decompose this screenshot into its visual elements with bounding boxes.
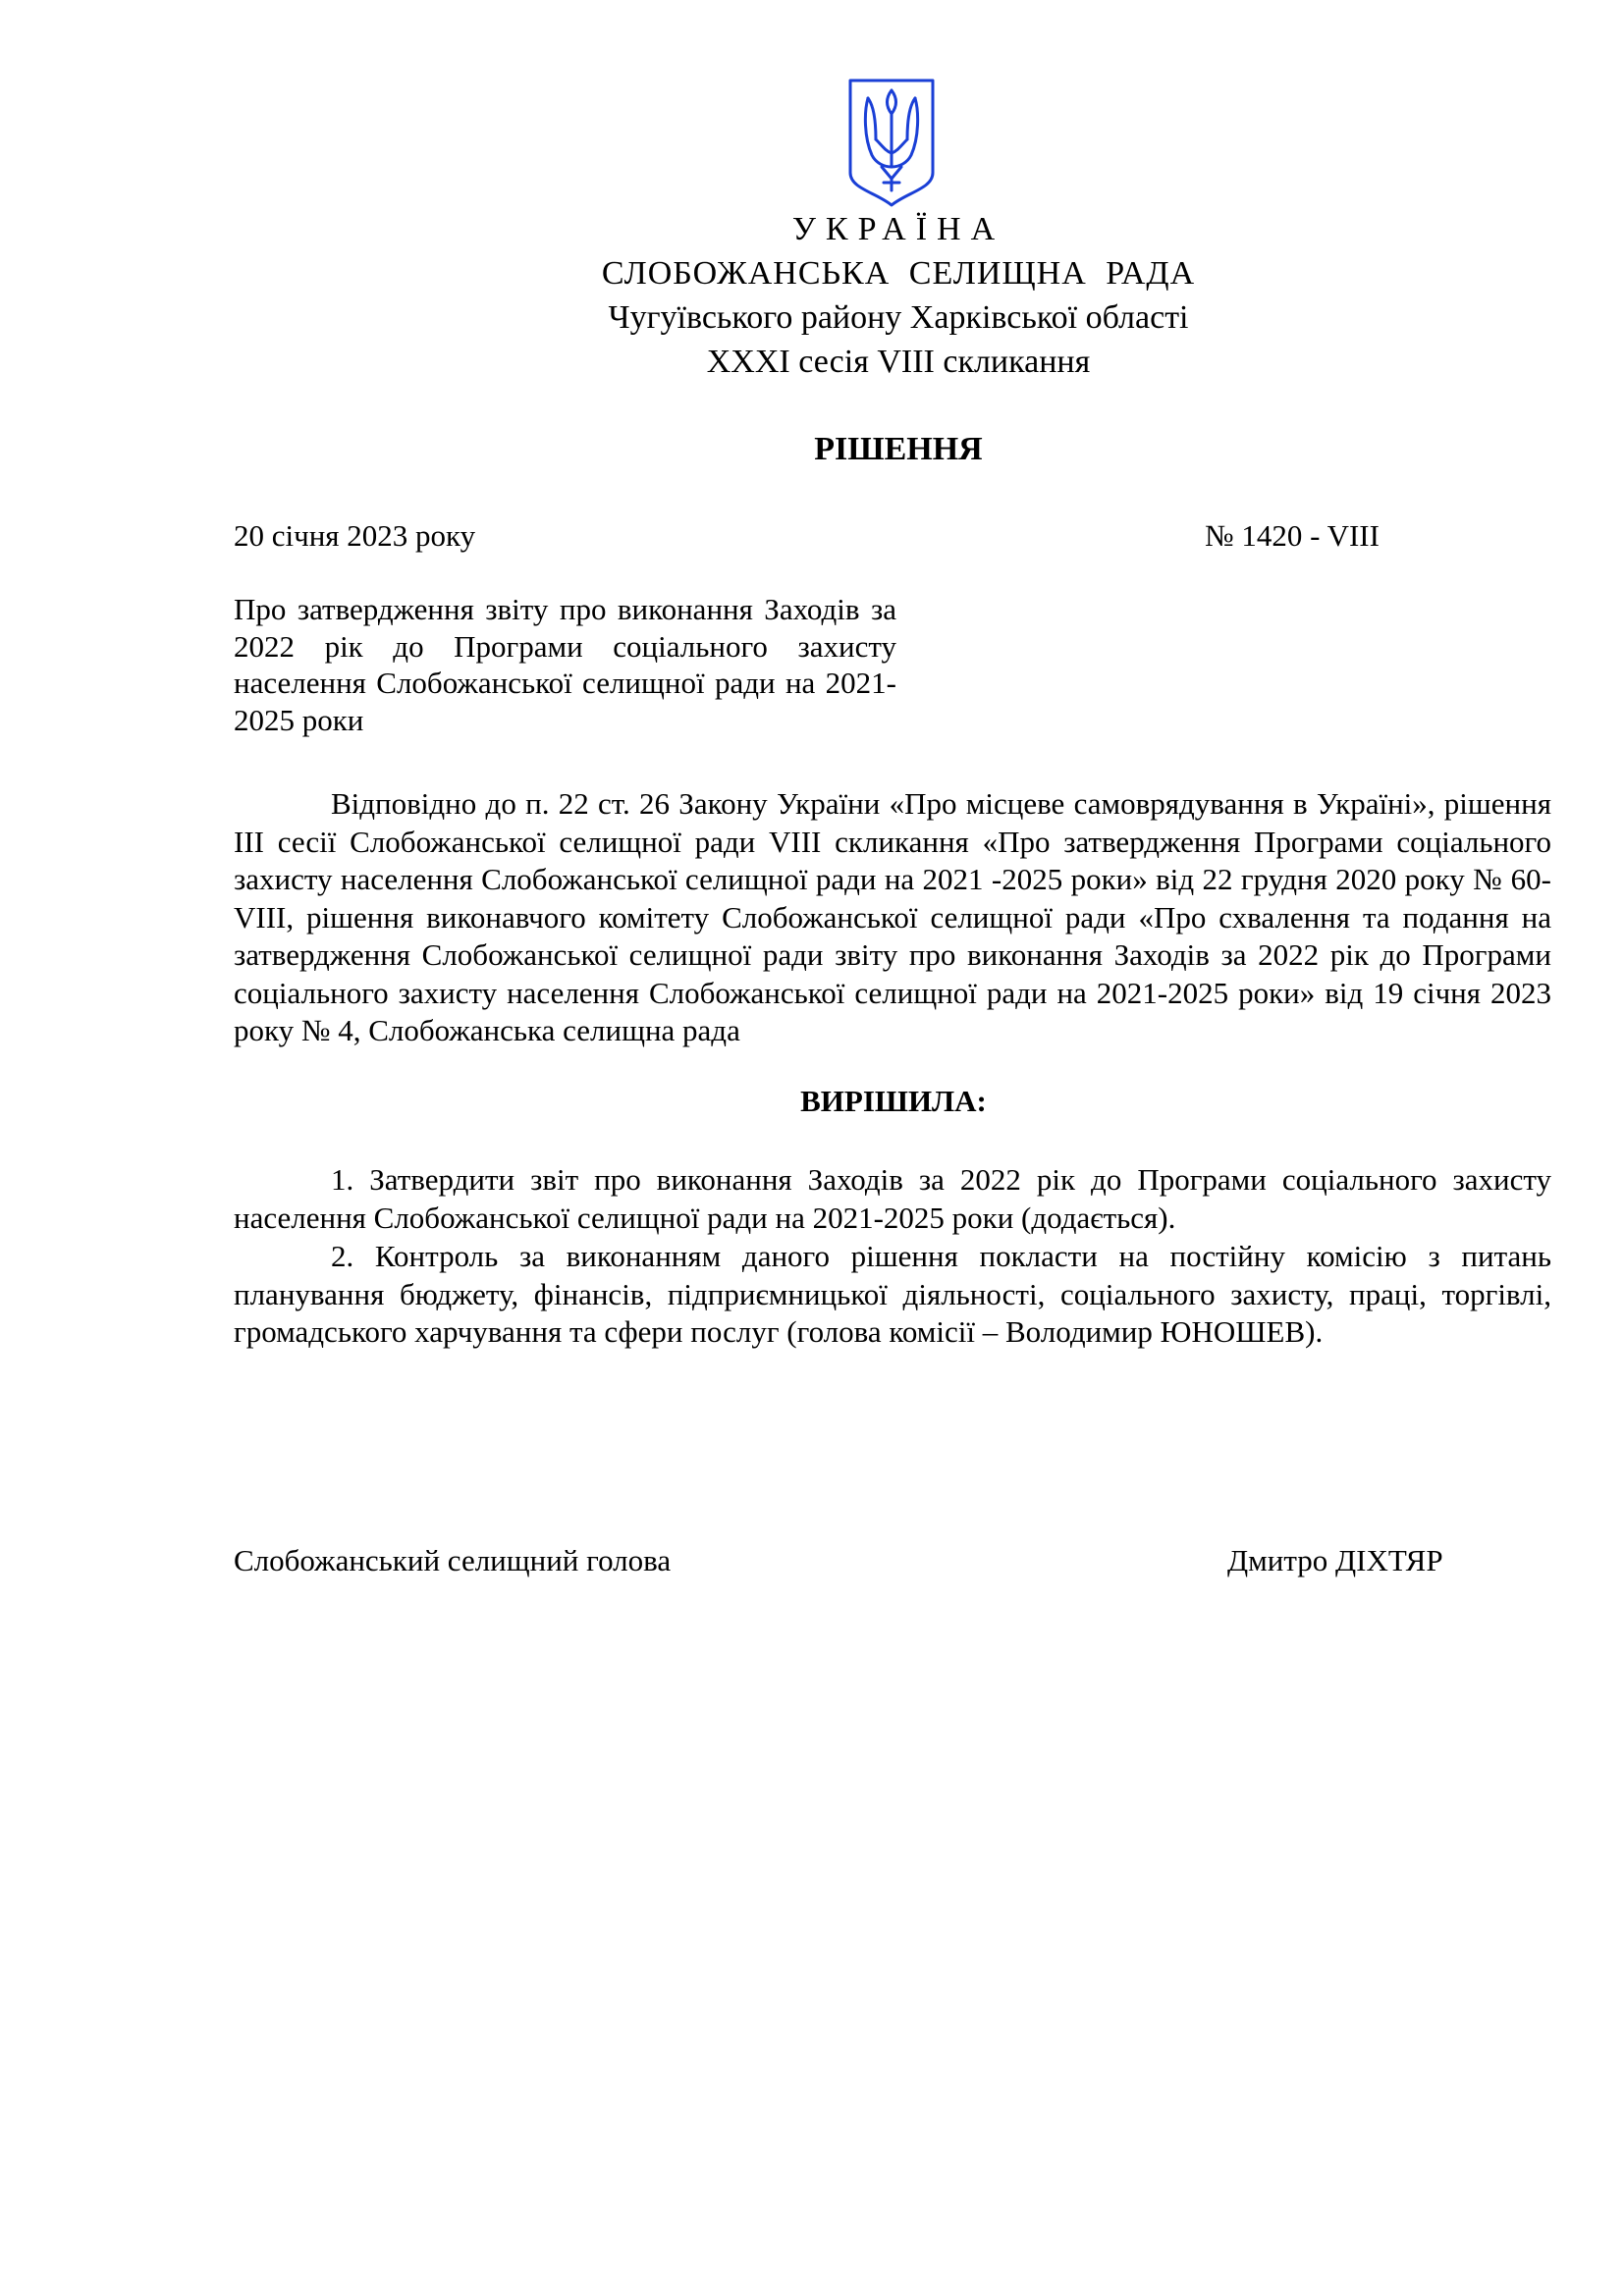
signatory-name: Дмитро ДІХТЯР (1227, 1543, 1443, 1577)
decided-heading: ВИРІШИЛА: (800, 1084, 987, 1118)
session-info: XXXI сесія VIII скликання (706, 344, 1091, 380)
signatory-title: Слобожанський селищний голова (234, 1543, 672, 1577)
decision-item-1: 1. Затвердити звіт про виконання Заходів за 2022 рік до Програми соціального захисту населення Слобожанської селищної ради на 2021-2025 роки (додається). (234, 1162, 1551, 1235)
decision-date: 20 січня 2023 року (234, 518, 476, 553)
decision-number: № 1420 - VIII (1205, 518, 1380, 553)
preamble-paragraph: Відповідно до п. 22 ст. 26 Закону України «Про місцеве самоврядування в Україні», рішення ІІІ сесії Слобожанської селищної ради VIII скликання «Про затвердження Програми соціального захисту населення Слобожанської селищної ради на 2021 -2025 роки» від 22 грудня 2020 року № 60-VIII, рішення виконавчого комітету Слобожанської селищної ради «Про схвалення та подання на затвердження Слобожанської селищної ради звіту про виконання Заходів за 2022 рік до Програми соціального захисту населення Слобожанської селищної ради на 2021-2025 роки» від 19 січня 2023 року № 4, Слобожанська селищна рада (234, 786, 1551, 1047)
decision-subject: Про затвердження звіту про виконання Заходів за 2022 рік до Програми соціального захисту населення Слобожанської селищної ради на 2021-2025 роки (234, 592, 896, 737)
district-name: Чугуївського району Харківської області (608, 299, 1189, 336)
coat-of-arms-icon (846, 77, 937, 208)
decision-item-2: 2. Контроль за виконанням даного рішення покласти на постійну комісію з питань планування бюджету, фінансів, підприємницької діяльності, соціального захисту, праці, торгівлі, громадського харчування та сфери послуг (голова комісії – Володимир ЮНОШЕВ). (234, 1239, 1551, 1349)
document-type-heading: РІШЕННЯ (814, 431, 983, 467)
country-title: УКРАЇНА (791, 211, 1005, 247)
council-name: СЛОБОЖАНСЬКА СЕЛИЩНА РАДА (601, 255, 1196, 292)
